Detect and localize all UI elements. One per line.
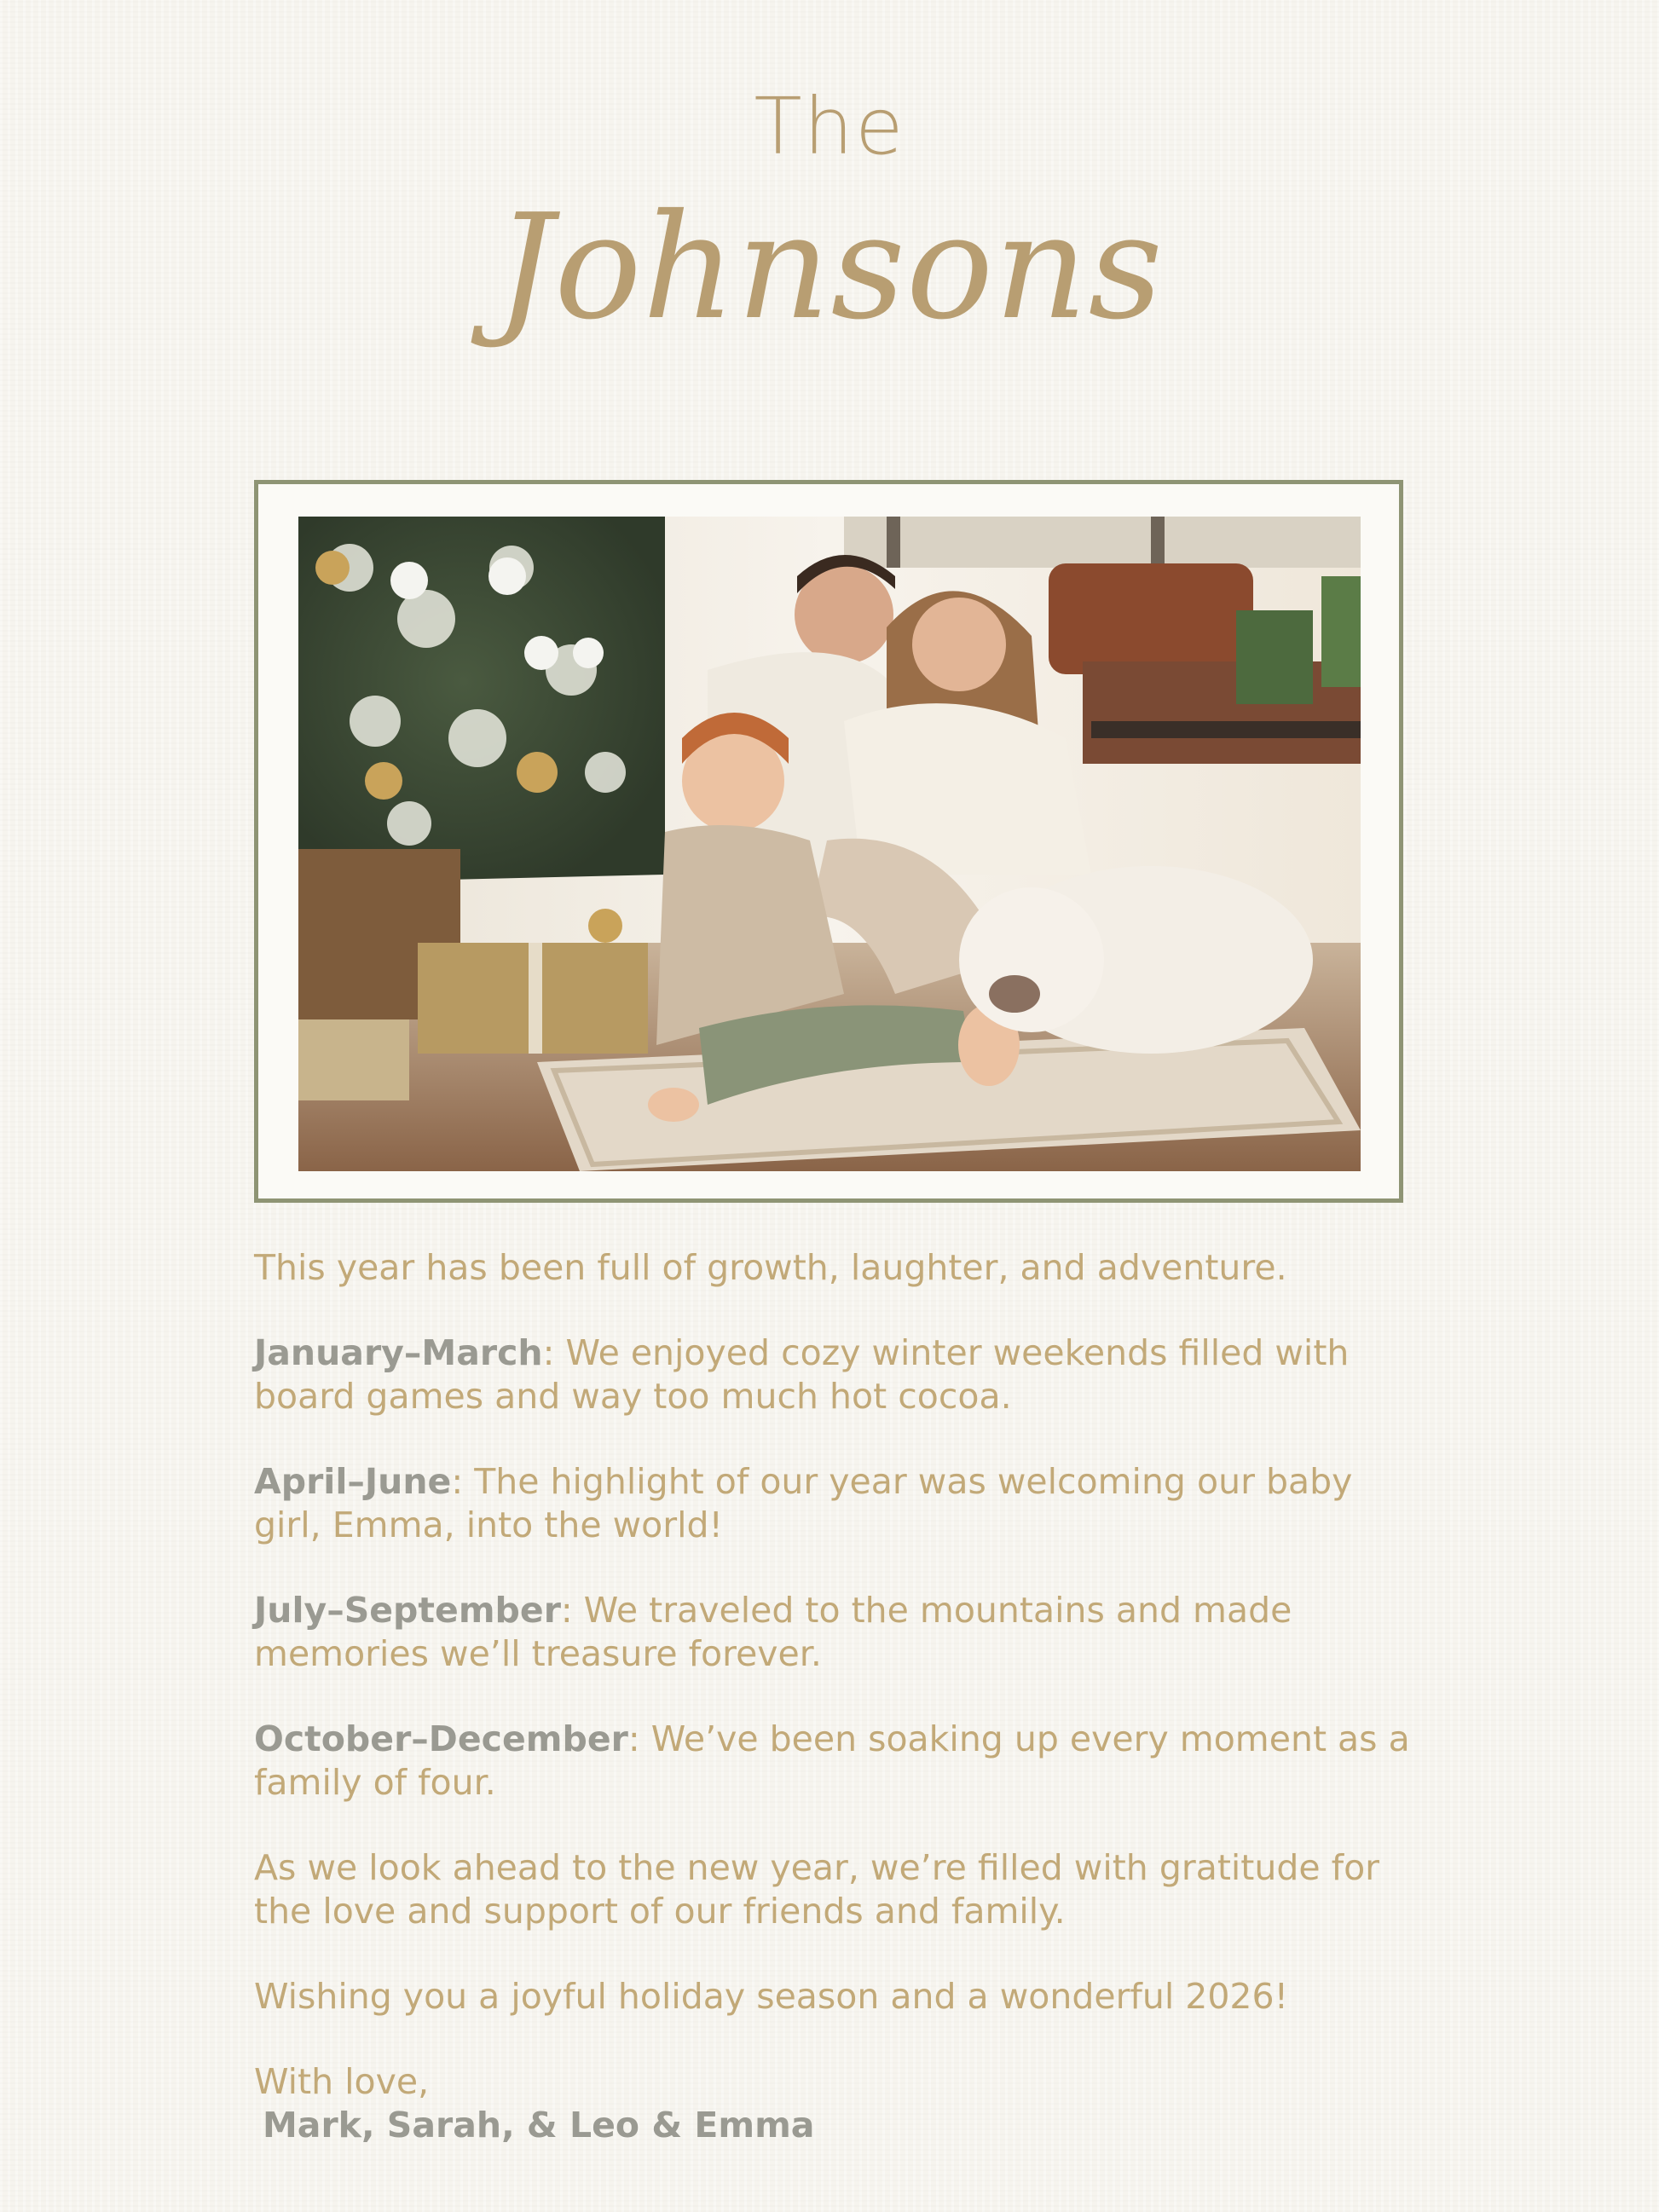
- letter-closing: [254, 2060, 1431, 2147]
- period-label: January–March: [254, 1332, 543, 1373]
- period-label: July–September: [254, 1590, 561, 1631]
- title-family-name: Johnsons: [495, 183, 1164, 352]
- period-label: April–June: [254, 1461, 452, 1502]
- title-the: The: [754, 81, 905, 172]
- letter-section-q3: [254, 1589, 1431, 1676]
- period-text: : We enjoyed cozy winter weekends filled with board games and way too much hot cocoa.: [254, 1332, 1350, 1417]
- period-text: : We’ve been soaking up every moment as a family of four.: [254, 1718, 1410, 1803]
- letter-intro: This year has been full of growth, laughter, and adventure.: [254, 1247, 1287, 1288]
- letter-wish: Wishing you a joyful holiday season and a wonderful 2026!: [254, 1976, 1289, 2017]
- letter-body: [254, 1246, 1431, 2189]
- period-label: October–December: [254, 1718, 628, 1759]
- family-christmas-photo-icon: [298, 517, 1361, 1171]
- family-photo: [298, 517, 1361, 1171]
- signature: Mark, Sarah, & Leo & Emma: [263, 2105, 815, 2146]
- closing-line: With love,: [254, 2061, 430, 2102]
- period-text: : We traveled to the mountains and made memories we’ll treasure forever.: [254, 1590, 1292, 1674]
- letter-outro: As we look ahead to the new year, we’re filled with gratitude for the love and support of our friends and family.: [254, 1847, 1380, 1932]
- period-text: : The highlight of our year was welcoming our baby girl, Emma, into the world!: [254, 1461, 1353, 1545]
- letter-section-q4: [254, 1718, 1431, 1805]
- letter-section-q2: [254, 1460, 1431, 1547]
- letter-section-q1: [254, 1331, 1431, 1418]
